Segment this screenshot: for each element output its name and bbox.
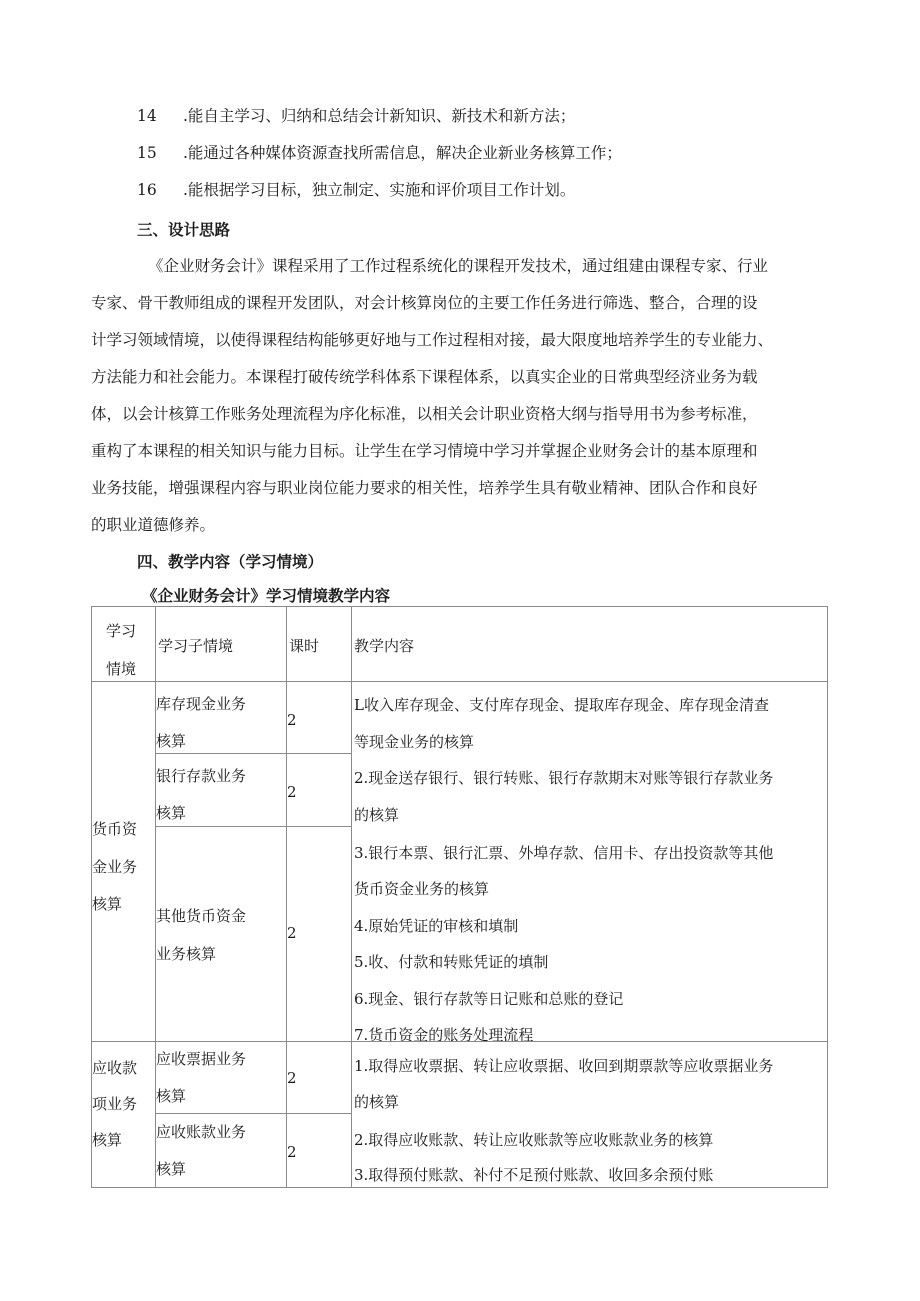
sub-scenario-text: 核算 — [156, 732, 187, 750]
hours-cell — [286, 681, 352, 754]
content-line: 1.取得应收票据、转让应收票据、收回到期票款等应收票据业务 — [354, 1057, 774, 1075]
content-line: 7.货币资金的账务处理流程 — [354, 1026, 534, 1044]
paragraph-line: 方法能力和社会能力。本课程打破传统学科体系下课程体系，以真实企业的日常典型经济业务为载 — [91, 368, 758, 386]
paragraph-line: 的职业道德修养。 — [91, 516, 216, 534]
content-line: 2.现金送存银行、银行转账、银行存款期末对账等银行存款业务 — [354, 769, 774, 787]
content-cell — [351, 1041, 828, 1188]
header-text: 学习 — [106, 622, 137, 640]
content-line: 2.取得应收账款、转让应收账款等应收账款业务的核算 — [354, 1131, 714, 1149]
content-line: 4.原始凭证的审核和填制 — [354, 917, 519, 935]
content-line: L收入库存现金、支付库存现金、提取库存现金、库存现金清查 — [354, 696, 769, 714]
teaching-content-table — [91, 606, 828, 1188]
scenario-text: 核算 — [92, 1131, 123, 1149]
sub-scenario-text: 其他货币资金 — [156, 907, 247, 925]
sub-scenario-cell — [155, 753, 287, 827]
sub-scenario-text: 应收票据业务 — [156, 1050, 247, 1068]
paragraph-line: 体，以会计核算工作账务处理流程为序化标准，以相关会计职业资格大纲与指导用书为参考标准， — [91, 405, 758, 423]
content-line: 3.银行本票、银行汇票、外埠存款、信用卡、存出投资款等其他 — [354, 844, 774, 862]
list-item-number: 16 — [137, 181, 157, 199]
content-line: 5.收、付款和转账凭证的填制 — [354, 953, 549, 971]
section-heading-teaching-content: 四、教学内容（学习情境） — [137, 553, 324, 571]
list-item-number: 14 — [137, 107, 157, 125]
scenario-text: 应收款 — [92, 1059, 138, 1077]
header-cell-content — [351, 606, 828, 682]
content-line: 货币资金业务的核算 — [354, 880, 490, 898]
sub-scenario-cell — [155, 681, 287, 754]
content-line: 的核算 — [354, 806, 400, 824]
scenario-text: 核算 — [92, 895, 123, 913]
list-item-number: 15 — [137, 144, 157, 162]
sub-scenario-cell — [155, 1041, 287, 1114]
content-cell — [351, 681, 828, 1042]
list-item — [137, 143, 622, 163]
sub-scenario-text: 业务核算 — [156, 945, 217, 963]
scenario-text: 货币资 — [92, 820, 138, 838]
sub-scenario-text: 应收账款业务 — [156, 1123, 247, 1141]
paragraph-line: 《企业财务会计》课程采用了工作过程系统化的课程开发技术，通过组建由课程专家、行业 — [148, 257, 769, 275]
hours-value: 2 — [287, 1143, 297, 1161]
list-item-text: .能自主学习、归纳和总结会计新知识、新技术和新方法； — [183, 107, 576, 125]
sub-scenario-cell — [155, 826, 287, 1042]
hours-value: 2 — [287, 1069, 297, 1087]
section-heading-design: 三、设计思路 — [137, 221, 231, 239]
hours-value: 2 — [287, 711, 297, 729]
sub-scenario-text: 银行存款业务 — [156, 767, 247, 785]
sub-scenario-cell — [155, 1113, 287, 1188]
list-item-text: .能根据学习目标，独立制定、实施和评价项目工作计划。 — [183, 181, 576, 199]
header-text: 情境 — [106, 660, 137, 678]
hours-cell — [286, 1041, 352, 1114]
paragraph-line: 业务技能，增强课程内容与职业岗位能力要求的相关性，培养学生具有敬业精神、团队合作和良好 — [91, 479, 758, 497]
sub-scenario-text: 库存现金业务 — [156, 695, 247, 713]
sub-scenario-text: 核算 — [156, 804, 187, 822]
content-line: 6.现金、银行存款等日记账和总账的登记 — [354, 990, 624, 1008]
scenario-text: 金业务 — [92, 858, 138, 876]
scenario-text: 项业务 — [92, 1095, 138, 1113]
content-line: 的核算 — [354, 1093, 400, 1111]
paragraph-line: 重构了本课程的相关知识与能力目标。让学生在学习情境中学习并掌握企业财务会计的基本原理和 — [91, 442, 758, 460]
header-cell-scenario — [91, 606, 156, 682]
paragraph-line: 专家、骨干教师组成的课程开发团队，对会计核算岗位的主要工作任务进行筛选、整合，合理的设 — [91, 294, 758, 312]
header-text: 课时 — [289, 637, 320, 655]
list-item — [137, 106, 575, 126]
sub-scenario-text: 核算 — [156, 1087, 187, 1105]
header-text: 学习子情境 — [158, 637, 234, 655]
hours-cell — [286, 1113, 352, 1188]
content-line: 3.取得预付账款、补付不足预付账款、收回多余预付账 — [354, 1166, 714, 1184]
hours-cell — [286, 753, 352, 827]
header-cell-hours — [286, 606, 352, 682]
header-cell-sub-scenario — [155, 606, 287, 682]
header-text: 教学内容 — [354, 637, 415, 655]
scenario-cell — [91, 1041, 156, 1188]
hours-value: 2 — [287, 783, 297, 801]
hours-cell — [286, 826, 352, 1042]
scenario-cell — [91, 681, 156, 1042]
hours-value: 2 — [287, 924, 297, 942]
list-item — [137, 180, 575, 200]
table-caption: 《企业财务会计》学习情境教学内容 — [142, 587, 391, 605]
paragraph-line: 计学习领域情境，以使得课程结构能够更好地与工作过程相对接，最大限度地培养学生的专业能力、 — [91, 331, 774, 349]
sub-scenario-text: 核算 — [156, 1160, 187, 1178]
list-item-text: .能通过各种媒体资源查找所需信息，解决企业新业务核算工作； — [183, 144, 622, 162]
content-line: 等现金业务的核算 — [354, 733, 475, 751]
